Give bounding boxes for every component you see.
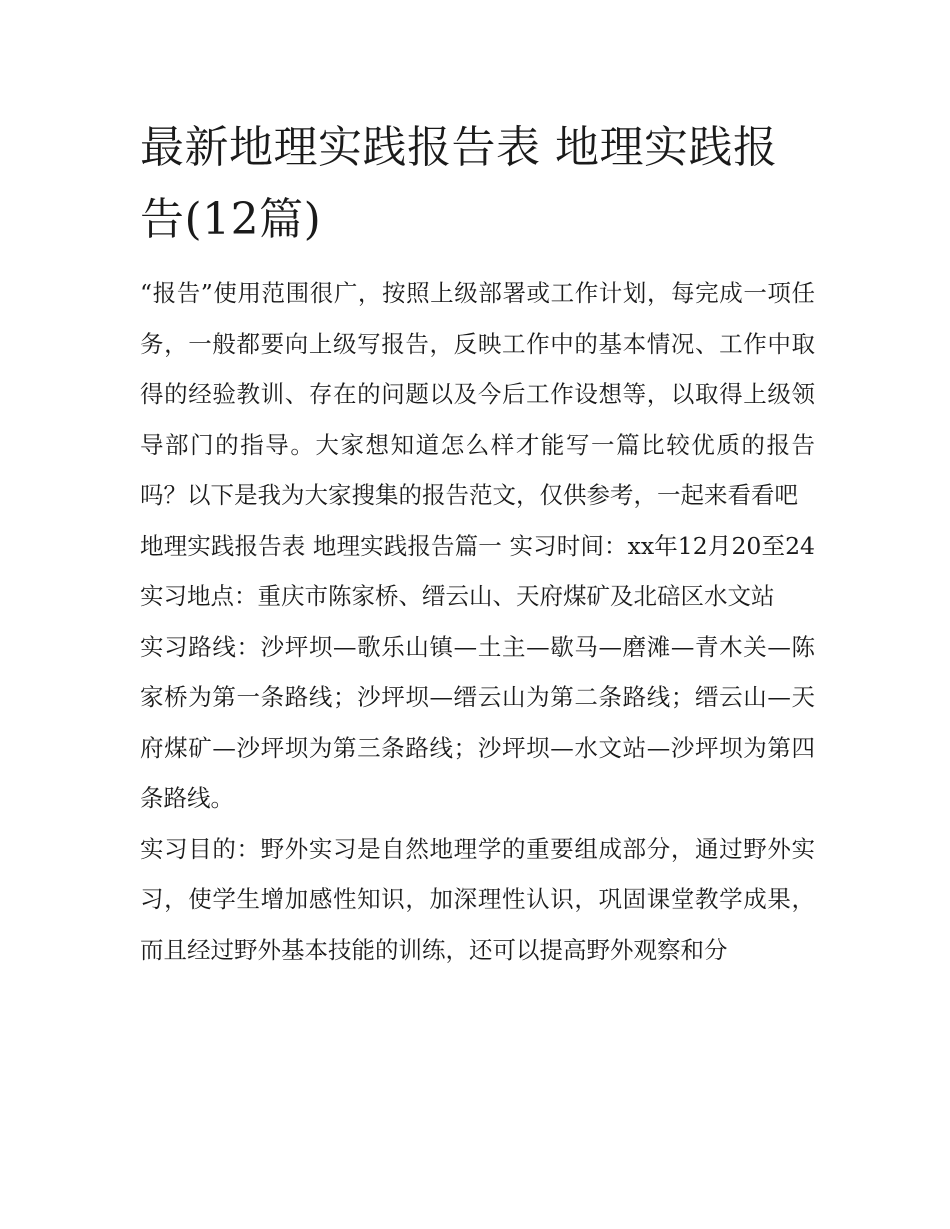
- purpose-paragraph: 实习目的：野外实习是自然地理学的重要组成部分，通过野外实习，使学生增加感性知识，加深理性认识，巩固课堂教学成果，而且经过野外基本技能的训练，还可以提高野外观察和分: [140, 834, 815, 964]
- route-paragraph: 实习路线：沙坪坝—歌乐山镇—土主—歇马—磨滩—青木关—陈家桥为第一条路线；沙坪坝—缙云山为第二条路线；缙云山—天府煤矿—沙坪坝为第三条路线；沙坪坝—水文站—沙坪坝为第四条路线。: [140, 632, 815, 812]
- document-body: [140, 112, 815, 975]
- intro-paragraph: “报告”使用范围很广，按照上级部署或工作计划，每完成一项任务，一般都要向上级写报告，反映工作中的基本情况、工作中取得的经验教训、存在的问题以及今后工作设想等，以取得上级领导部门的指导。大家想知道怎么样才能写一篇比较优质的报告吗？以下是我为大家搜集的报告范文，仅供参考，一起来看看吧: [140, 279, 815, 509]
- document-title: 最新地理实践报告表 地理实践报告(12篇): [140, 122, 778, 245]
- report-header-paragraph: 地理实践报告表 地理实践报告篇一 实习时间：xx年12月20至24实习地点：重庆市陈家桥、缙云山、天府煤矿及北碚区水文站: [140, 531, 815, 610]
